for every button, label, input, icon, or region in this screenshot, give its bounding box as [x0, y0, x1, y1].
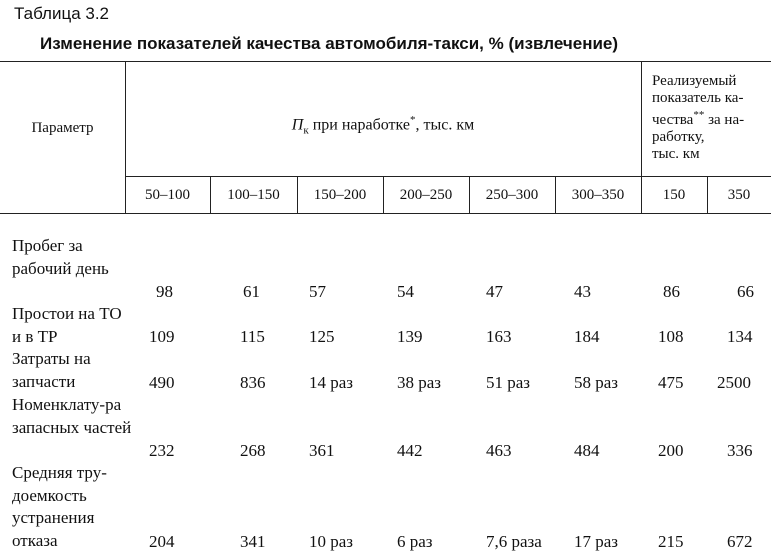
pk-symbol: П: [291, 116, 304, 134]
table-cell: 139: [397, 327, 423, 346]
table-cell: 17 раз: [574, 532, 619, 551]
pk-unit: , тыс. км: [415, 116, 475, 134]
table-cell: 134: [727, 327, 753, 346]
table-cell: 7,6 раза: [486, 532, 542, 551]
row-label: Средняя тру-доемкость устранения отказа: [12, 463, 107, 550]
header-bottom-border: [0, 213, 771, 214]
table-cell: 47: [486, 282, 503, 301]
table-cell: 58 раз: [574, 373, 619, 392]
table-cell: 86: [663, 282, 680, 301]
table-cell: 184: [574, 327, 600, 346]
table-cell: 109: [149, 327, 175, 346]
realized-line: работку,: [652, 129, 705, 145]
table-cell: 484: [574, 441, 600, 460]
table-cell: 204: [149, 532, 175, 551]
pk-footnote-mark: *: [409, 114, 416, 126]
table-cell: 66: [737, 282, 754, 301]
table-cell: 115: [240, 327, 265, 346]
table-top-border: [0, 61, 771, 62]
table-caption: Таблица 3.2: [14, 4, 110, 23]
table-cell: 463: [486, 441, 512, 460]
table-title: Изменение показателей качества автомобиля-такси, % (извлечение): [40, 34, 619, 53]
table-cell: 6 раз: [397, 532, 433, 551]
table-cell: 336: [727, 441, 753, 460]
range-header: 200–250: [399, 187, 453, 203]
realized-line-3: чества** за на-: [652, 109, 745, 128]
range-header: 250–300: [485, 187, 539, 203]
table-cell: 54: [397, 282, 414, 301]
row-label: Простои на ТО и в ТР: [12, 304, 122, 346]
realized-line: Реализуемый: [652, 73, 737, 89]
table-cell: 268: [240, 441, 266, 460]
row-label: Пробег за рабочий день: [12, 236, 109, 278]
table-cell: 2500: [717, 373, 751, 392]
table-cell: 442: [397, 441, 423, 460]
header-parameter: Параметр: [31, 120, 94, 136]
header-divider: [125, 176, 771, 177]
table-cell: 98: [156, 282, 173, 301]
table-cell: 361: [309, 441, 335, 460]
range-header: 300–350: [571, 187, 625, 203]
table-cell: 475: [658, 373, 684, 392]
table-cell: 43: [574, 282, 591, 301]
table-cell: 10 раз: [309, 532, 354, 551]
pk-label: при наработке: [308, 116, 410, 134]
realized-line: показатель ка-: [652, 90, 744, 106]
range-header: 150: [662, 187, 686, 203]
table-cell: 125: [309, 327, 335, 346]
row-label: Затраты на запчасти: [12, 349, 91, 391]
table-cell: 836: [240, 373, 266, 392]
header-pk: [125, 112, 641, 140]
realized-line: тыс. км: [652, 146, 700, 162]
table-cell: 51 раз: [486, 373, 531, 392]
table-cell: 232: [149, 441, 175, 460]
table-cell: 163: [486, 327, 512, 346]
table-cell: 215: [658, 532, 684, 551]
header-realized: [643, 73, 771, 163]
table-cell: 672: [727, 532, 753, 551]
row-label: Номенклату-ра запасных частей: [12, 395, 132, 437]
table-cell: 490: [149, 373, 175, 392]
table-cell: 200: [658, 441, 684, 460]
table-cell: 14 раз: [309, 373, 354, 392]
range-header: 100–150: [227, 187, 280, 203]
table-cell: 341: [240, 532, 266, 551]
range-header: 350: [727, 187, 751, 203]
table-cell: 57: [309, 282, 326, 301]
range-header: 150–200: [313, 187, 367, 203]
pk-subscript: к: [303, 124, 309, 137]
table-cell: 108: [658, 327, 684, 346]
range-header: 50–100: [145, 187, 190, 203]
table-cell: 61: [243, 282, 260, 301]
realized-footnote-mark: **: [693, 109, 705, 121]
table-cell: 38 раз: [397, 373, 442, 392]
